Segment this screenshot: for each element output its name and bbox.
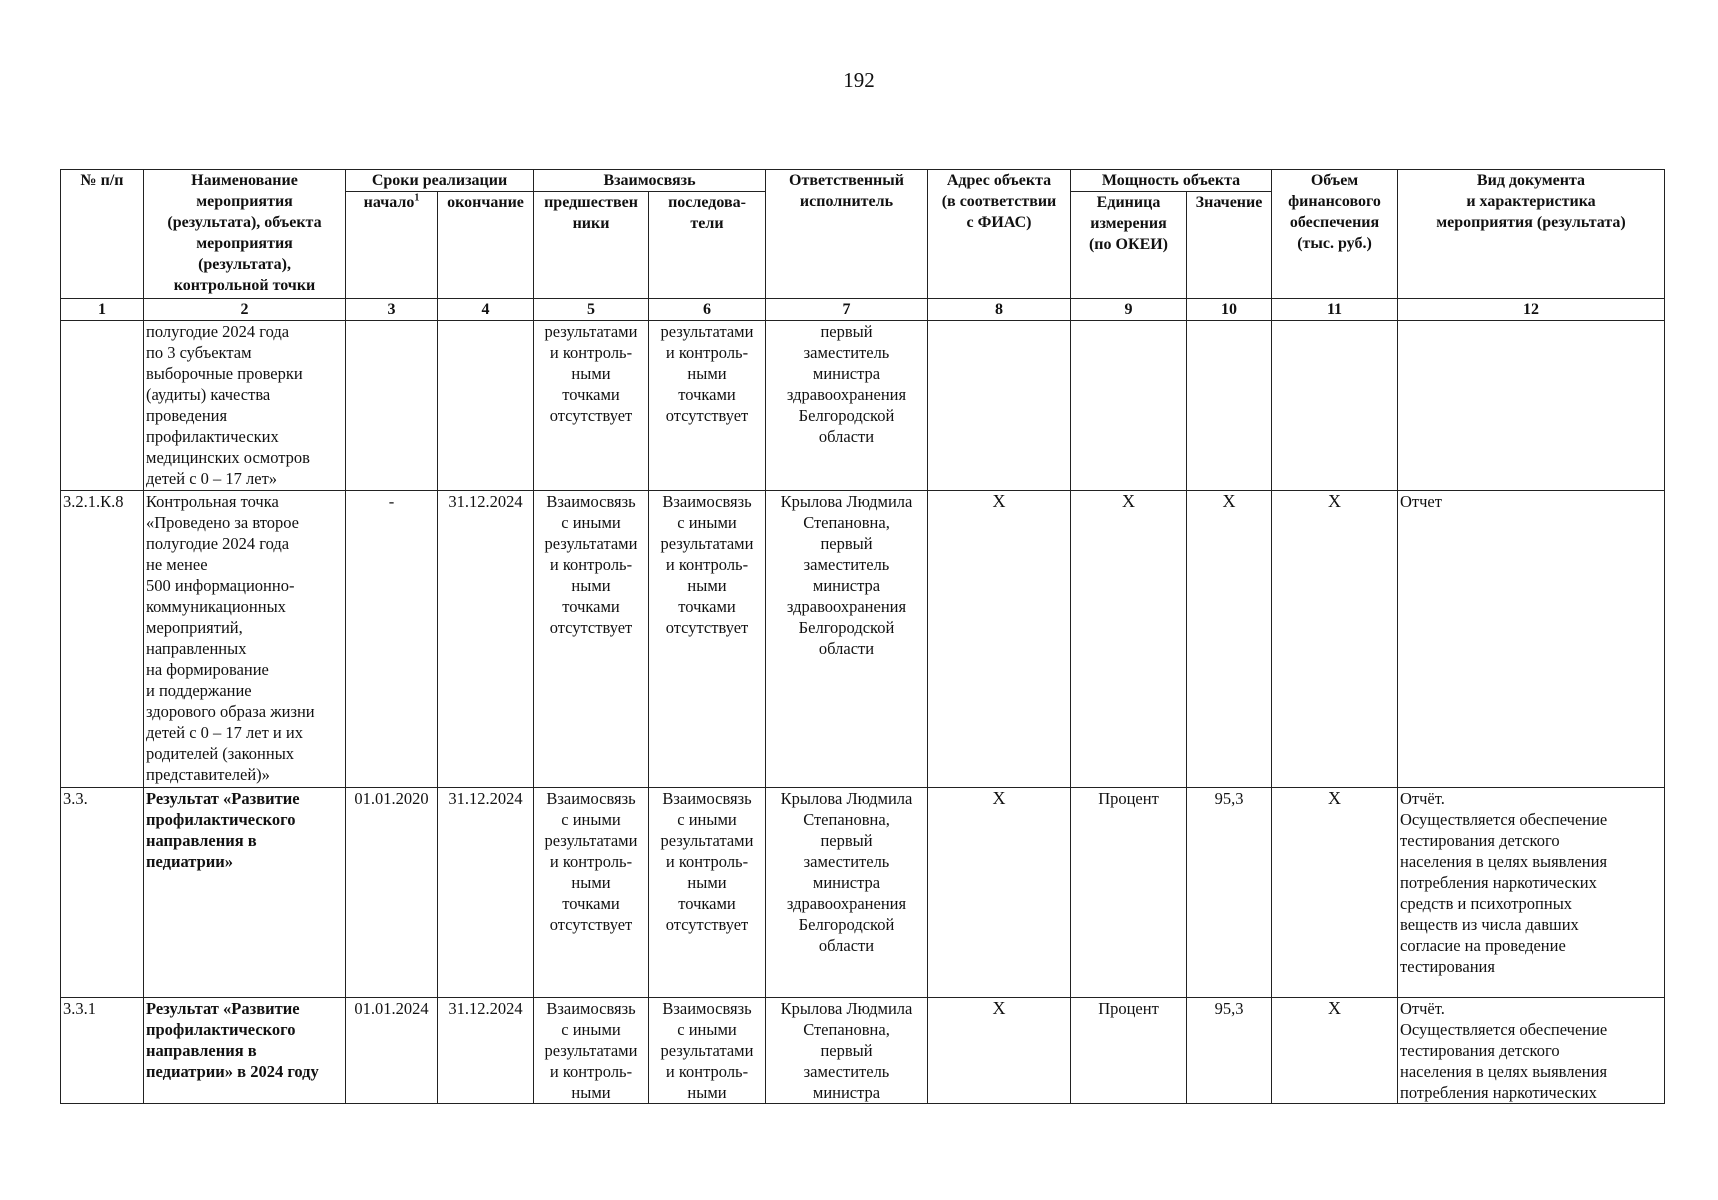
column-number: 2 (144, 299, 346, 321)
cell-value: 95,3 (1187, 998, 1272, 1104)
header-value: Значение (1187, 192, 1272, 299)
cell-num: 3.2.1.К.8 (61, 491, 144, 788)
cell-num (61, 321, 144, 491)
table-header (61, 170, 1665, 321)
cell-doc-type: Отчёт. Осуществляется обеспечение тестирования детского населения в целях выявления потребления наркотических средств и психотропных веществ из числа давших согласие на проведение тестирования (1398, 788, 1665, 998)
header-start-label: начало (363, 194, 415, 211)
cell-start: - (346, 491, 438, 788)
table-row (61, 491, 1665, 788)
cell-doc-type (1398, 321, 1665, 491)
cell-successors: Взаимосвязь с иными результатами и контроль- ными (649, 998, 766, 1104)
cell-unit: X (1071, 491, 1187, 788)
cell-value (1187, 321, 1272, 491)
cell-unit: Процент (1071, 788, 1187, 998)
cell-doc-type: Отчет (1398, 491, 1665, 788)
column-number: 11 (1272, 299, 1398, 321)
header-financing: Объем финансового обеспечения (тыс. руб.) (1272, 170, 1398, 299)
cell-predecessors: Взаимосвязь с иными результатами и контроль- ными (534, 998, 649, 1104)
header-name: Наименование мероприятия (результата), объекта мероприятия (результата), контрольной точки (144, 170, 346, 299)
cell-financing: X (1272, 788, 1398, 998)
table-row (61, 321, 1665, 491)
header-terms: Сроки реализации (346, 170, 534, 192)
header-doc-type: Вид документа и характеристика мероприятия (результата) (1398, 170, 1665, 299)
table-row (61, 998, 1665, 1104)
column-number: 5 (534, 299, 649, 321)
cell-name: Контрольная точка «Проведено за второе полугодие 2024 года не менее 500 информационно- коммуникационных мероприятий, направленных на формирование и поддержание здорового образа жизни детей с 0 – 17 лет и их родителей (законных представителей)» (144, 491, 346, 788)
cell-financing (1272, 321, 1398, 491)
cell-end: 31.12.2024 (438, 998, 534, 1104)
cell-name: полугодие 2024 года по 3 субъектам выборочные проверки (аудиты) качества проведения профилактических медицинских осмотров детей с 0 – 17 лет» (144, 321, 346, 491)
cell-end: 31.12.2024 (438, 491, 534, 788)
column-number: 6 (649, 299, 766, 321)
cell-unit (1071, 321, 1187, 491)
cell-name: Результат «Развитие профилактического направления в педиатрии» (144, 788, 346, 998)
cell-value: 95,3 (1187, 788, 1272, 998)
cell-address (928, 321, 1071, 491)
cell-doc-type: Отчёт. Осуществляется обеспечение тестирования детского населения в целях выявления потребления наркотических (1398, 998, 1665, 1104)
cell-responsible: Крылова Людмила Степановна, первый заместитель министра здравоохранения Белгородской области (766, 491, 928, 788)
cell-value: X (1187, 491, 1272, 788)
cell-start (346, 321, 438, 491)
cell-successors: Взаимосвязь с иными результатами и контроль- ными точками отсутствует (649, 788, 766, 998)
header-num: № п/п (61, 170, 144, 299)
header-predecessors: предшествен ники (534, 192, 649, 299)
cell-responsible: Крылова Людмила Степановна, первый заместитель министра (766, 998, 928, 1104)
column-number: 10 (1187, 299, 1272, 321)
cell-end: 31.12.2024 (438, 788, 534, 998)
cell-address: X (928, 788, 1071, 998)
header-end: окончание (438, 192, 534, 299)
cell-responsible: Крылова Людмила Степановна, первый заместитель министра здравоохранения Белгородской области (766, 788, 928, 998)
cell-address: X (928, 491, 1071, 788)
column-numbers-row (61, 299, 1665, 321)
column-number: 4 (438, 299, 534, 321)
column-number: 8 (928, 299, 1071, 321)
cell-name: Результат «Развитие профилактического направления в педиатрии» в 2024 году (144, 998, 346, 1104)
cell-successors: Взаимосвязь с иными результатами и контроль- ными точками отсутствует (649, 491, 766, 788)
header-responsible: Ответственный исполнитель (766, 170, 928, 299)
cell-num: 3.3.1 (61, 998, 144, 1104)
header-address: Адрес объекта (в соответствии с ФИАС) (928, 170, 1071, 299)
footnote-marker: 1 (414, 192, 420, 204)
cell-predecessors: Взаимосвязь с иными результатами и контроль- ными точками отсутствует (534, 491, 649, 788)
header-start (346, 192, 438, 299)
cell-start: 01.01.2024 (346, 998, 438, 1104)
cell-predecessors: результатами и контроль- ными точками отсутствует (534, 321, 649, 491)
cell-responsible: первый заместитель министра здравоохранения Белгородской области (766, 321, 928, 491)
cell-address: X (928, 998, 1071, 1104)
column-number: 1 (61, 299, 144, 321)
column-number: 3 (346, 299, 438, 321)
cell-predecessors: Взаимосвязь с иными результатами и контроль- ными точками отсутствует (534, 788, 649, 998)
cell-start: 01.01.2020 (346, 788, 438, 998)
column-number: 7 (766, 299, 928, 321)
column-number: 9 (1071, 299, 1187, 321)
cell-num: 3.3. (61, 788, 144, 998)
plan-table (60, 169, 1665, 1104)
cell-unit: Процент (1071, 998, 1187, 1104)
cell-financing: X (1272, 491, 1398, 788)
page-number: 192 (843, 68, 875, 92)
cell-end (438, 321, 534, 491)
cell-financing: X (1272, 998, 1398, 1104)
cell-successors: результатами и контроль- ными точками отсутствует (649, 321, 766, 491)
column-number: 12 (1398, 299, 1665, 321)
header-unit: Единица измерения (по ОКЕИ) (1071, 192, 1187, 299)
header-relations: Взаимосвязь (534, 170, 766, 192)
table-row (61, 788, 1665, 998)
header-capacity: Мощность объекта (1071, 170, 1272, 192)
header-successors: последова- тели (649, 192, 766, 299)
